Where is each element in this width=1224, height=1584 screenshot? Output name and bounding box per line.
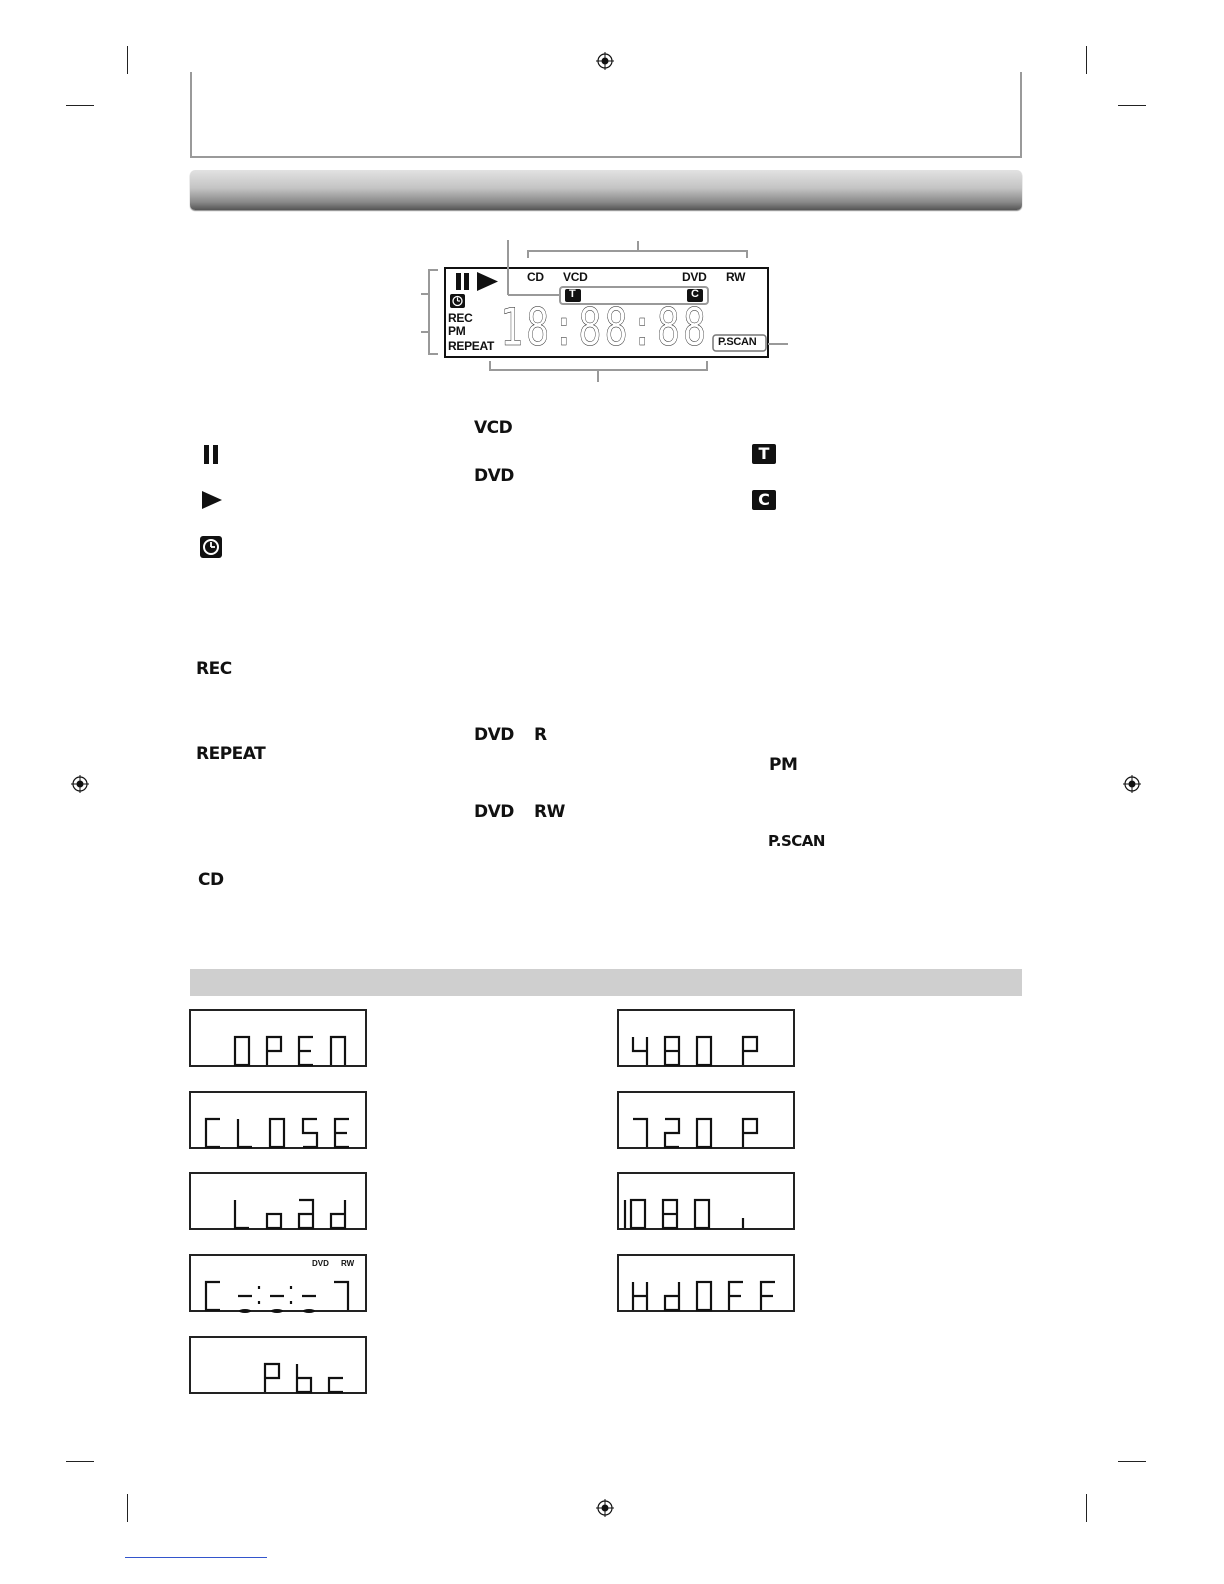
display-message-pbc bbox=[189, 1336, 367, 1394]
display-messages-bar bbox=[190, 969, 1022, 996]
display-message-no-disc bbox=[189, 1254, 367, 1312]
lcd-title-mark: T bbox=[569, 288, 576, 300]
dvd-indicator-label: DVD bbox=[474, 466, 514, 486]
dvd-r-indicator-dvd: DVD bbox=[474, 725, 514, 745]
crop-mark bbox=[127, 1494, 128, 1522]
cd-indicator-label: CD bbox=[198, 870, 224, 890]
dvd-rw-indicator-rw: RW bbox=[534, 802, 565, 822]
lcd-cd-label: CD bbox=[527, 270, 544, 284]
pscan-indicator-label: P.SCAN bbox=[768, 832, 825, 850]
front-panel-diagram bbox=[410, 236, 800, 386]
lcd-pm-label: PM bbox=[448, 324, 466, 338]
display-message-1080i bbox=[617, 1172, 795, 1230]
registration-mark-icon bbox=[596, 1499, 614, 1517]
lcd-rw-label: RW bbox=[726, 270, 746, 284]
footer-link-rule bbox=[125, 1557, 267, 1558]
dvd-rw-indicator-dvd: DVD bbox=[474, 802, 514, 822]
display-message-load bbox=[189, 1172, 367, 1230]
play-icon bbox=[202, 491, 224, 511]
crop-mark bbox=[1118, 105, 1146, 106]
registration-mark-icon bbox=[1123, 775, 1141, 793]
lcd-dvd-label: DVD bbox=[682, 270, 707, 284]
section-title-bar bbox=[190, 170, 1022, 210]
pause-icon bbox=[456, 273, 461, 290]
registration-mark-icon bbox=[596, 52, 614, 70]
mini-lcd-dvd-tag: DVD bbox=[312, 1259, 329, 1268]
mini-lcd-rw-tag: RW bbox=[341, 1259, 355, 1268]
crop-mark bbox=[127, 46, 128, 74]
repeat-indicator-label: REPEAT bbox=[196, 744, 266, 764]
registration-mark-icon bbox=[71, 775, 89, 793]
pause-icon bbox=[204, 445, 220, 465]
lcd-vcd-label: VCD bbox=[563, 270, 588, 284]
vcd-indicator-label: VCD bbox=[474, 418, 513, 438]
chapter-mark-icon: C bbox=[752, 490, 776, 510]
title-mark-icon: T bbox=[752, 444, 776, 464]
display-message-close bbox=[189, 1091, 367, 1149]
crop-mark bbox=[1118, 1461, 1146, 1462]
crop-mark bbox=[1086, 46, 1087, 74]
rec-indicator-label: REC bbox=[196, 659, 232, 679]
crop-mark bbox=[1086, 1494, 1087, 1522]
display-message-720p bbox=[617, 1091, 795, 1149]
dvd-r-indicator-r: R bbox=[534, 725, 547, 745]
pm-indicator-label: PM bbox=[769, 755, 798, 775]
lcd-repeat-label: REPEAT bbox=[448, 339, 494, 353]
crop-mark bbox=[66, 1461, 94, 1462]
header-box bbox=[190, 72, 1022, 158]
timer-icon bbox=[200, 536, 222, 558]
lcd-chapter-mark: C bbox=[691, 288, 699, 300]
lcd-pscan-label: P.SCAN bbox=[718, 336, 757, 348]
crop-mark bbox=[66, 105, 94, 106]
lcd-rec-label: REC bbox=[448, 311, 473, 325]
display-message-hdoff bbox=[617, 1254, 795, 1312]
display-message-open bbox=[189, 1009, 367, 1067]
display-message-480p bbox=[617, 1009, 795, 1067]
play-icon bbox=[477, 272, 498, 291]
lcd-clock-digits: 18:88:88 bbox=[500, 298, 710, 358]
